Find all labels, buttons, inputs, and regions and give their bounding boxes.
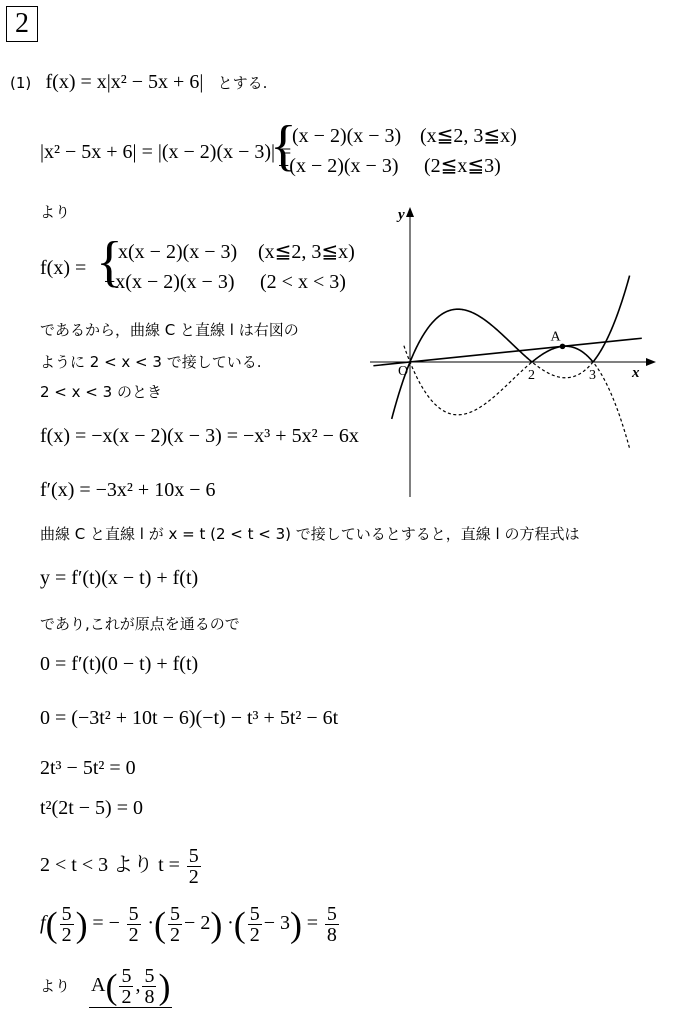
text-5: であり,これが原点を通るので xyxy=(40,615,240,633)
origin-label: O xyxy=(398,364,409,379)
definition-suffix: とする. xyxy=(217,74,268,92)
point-A-dot xyxy=(560,344,566,350)
t-num: 5 xyxy=(188,845,199,867)
f52-minus-3: − 3 xyxy=(263,911,291,934)
yori-1: より xyxy=(40,203,71,221)
text-1: であるから，曲線 C と直線 l は右図の xyxy=(40,321,299,339)
graph-figure xyxy=(370,205,660,505)
f52-arg-den: 2 xyxy=(61,924,72,946)
f-brace: { xyxy=(96,231,123,293)
curve-C-solid xyxy=(392,276,630,419)
answer-x-den: 2 xyxy=(121,986,132,1008)
f-case-2 xyxy=(104,270,234,295)
text-2: ように 2 < x < 3 で接している. xyxy=(40,353,262,371)
f-case-1-expr: x(x − 2)(x − 3) xyxy=(118,241,238,263)
abs-case-1-cond xyxy=(420,124,517,149)
f52-arg-num: 5 xyxy=(61,903,72,925)
final-answer xyxy=(40,966,172,1008)
eq-fprime: f′(x) = −3x² + 10x − 6 xyxy=(40,479,216,501)
answer-point: A( $\frac{5}{2}$ , $\frac{5}{8}$ ) xyxy=(91,965,171,1008)
t-den: 2 xyxy=(188,866,199,888)
abs-left: |x² − 5x + 6| = |(x − 2)(x − 3)| = xyxy=(40,141,292,163)
f52-result-num: 5 xyxy=(326,903,337,925)
abs-brace: { xyxy=(270,115,297,177)
f52-minus-2: − 2 xyxy=(184,911,211,934)
curve-C-dashed xyxy=(404,346,630,449)
eq-cubic: 2t³ − 5t² = 0 xyxy=(40,757,136,779)
f52-coef-den: 2 xyxy=(128,924,139,946)
x-axis-arrow-icon xyxy=(646,358,656,366)
abs-case-2-condition: (2≦x≦3) xyxy=(424,155,501,177)
answer-y-den: 8 xyxy=(144,986,155,1008)
f-case-1-condition: (x≦2, 3≦x) xyxy=(258,241,355,263)
f-case-1-cond xyxy=(258,240,355,265)
f52-f: f xyxy=(40,911,46,934)
answer-x-num: 5 xyxy=(121,965,132,987)
f52-eq: = − xyxy=(92,911,120,934)
x-axis-label: x xyxy=(632,365,640,381)
eq-f-expand: f(x) = −x(x − 2)(x − 3) = −x³ + 5x² − 6x xyxy=(40,425,359,447)
f52-coef-num: 5 xyxy=(128,903,139,925)
f52-t1-num: 5 xyxy=(170,903,181,925)
abs-case-1-expr: (x − 2)(x − 3) xyxy=(292,125,402,147)
abs-value-equation xyxy=(40,140,291,165)
yori-final: より xyxy=(40,976,71,995)
eq-substitute: 0 = (−3t² + 10t − 6)(−t) − t³ + 5t² − 6t xyxy=(40,707,339,729)
f-case-2-condition: (2 < x < 3) xyxy=(260,271,346,293)
f52-result-den: 8 xyxy=(326,924,337,946)
tick-2-label: 2 xyxy=(528,368,535,383)
tick-3-label: 3 xyxy=(589,368,596,383)
problem-number: 2 xyxy=(6,6,38,42)
answer-A-label: A xyxy=(91,973,106,996)
f52-t1-den: 2 xyxy=(170,924,181,946)
abs-case-1-condition: (x≦2, 3≦x) xyxy=(420,125,517,147)
abs-case-2 xyxy=(278,154,398,179)
f-left: f(x) = xyxy=(40,257,87,279)
answer-y-num: 5 xyxy=(144,965,155,987)
definition-formula: f(x) = x|x² − 5x + 6| xyxy=(45,71,204,93)
part-label: (1) xyxy=(10,74,32,92)
t-fraction xyxy=(187,846,201,887)
point-A-label: A xyxy=(550,329,561,345)
y-axis-label: y xyxy=(398,207,405,223)
y-axis-arrow-icon xyxy=(406,207,414,217)
t-condition: 2 < t < 3 より t = xyxy=(40,853,180,876)
f52-t2-num: 5 xyxy=(249,903,260,925)
f-case-2-expr: −x(x − 2)(x − 3) xyxy=(104,271,235,293)
eq-factor: t²(2t − 5) = 0 xyxy=(40,797,143,819)
eq-tangent: y = f′(t)(x − t) + f(t) xyxy=(40,567,199,589)
abs-case-2-cond xyxy=(424,154,501,179)
eq-origin: 0 = f′(t)(0 − t) + f(t) xyxy=(40,653,199,675)
f-of-five-halves: f( $\frac{5}{2}$ ) = − $\frac{5}{2}$ ·( $\frac{5}{2}$ − 2) ·( $\frac{5}{2}$ − 3) = $\frac{5}{8}$ xyxy=(40,903,337,946)
text-4: 曲線 C と直線 l が x = t (2 < t < 3) で接しているとすると，直線 l の方程式は xyxy=(40,525,580,543)
f-case-1 xyxy=(118,240,237,265)
text-3: 2 < x < 3 のとき xyxy=(40,383,162,401)
part-1-definition xyxy=(10,70,267,95)
f-cases-left xyxy=(40,256,86,281)
t-solution xyxy=(40,846,203,887)
f-case-2-cond xyxy=(260,270,346,295)
f52-t2-den: 2 xyxy=(249,924,260,946)
abs-case-1 xyxy=(292,124,401,149)
abs-case-2-expr: −(x − 2)(x − 3) xyxy=(278,155,399,177)
